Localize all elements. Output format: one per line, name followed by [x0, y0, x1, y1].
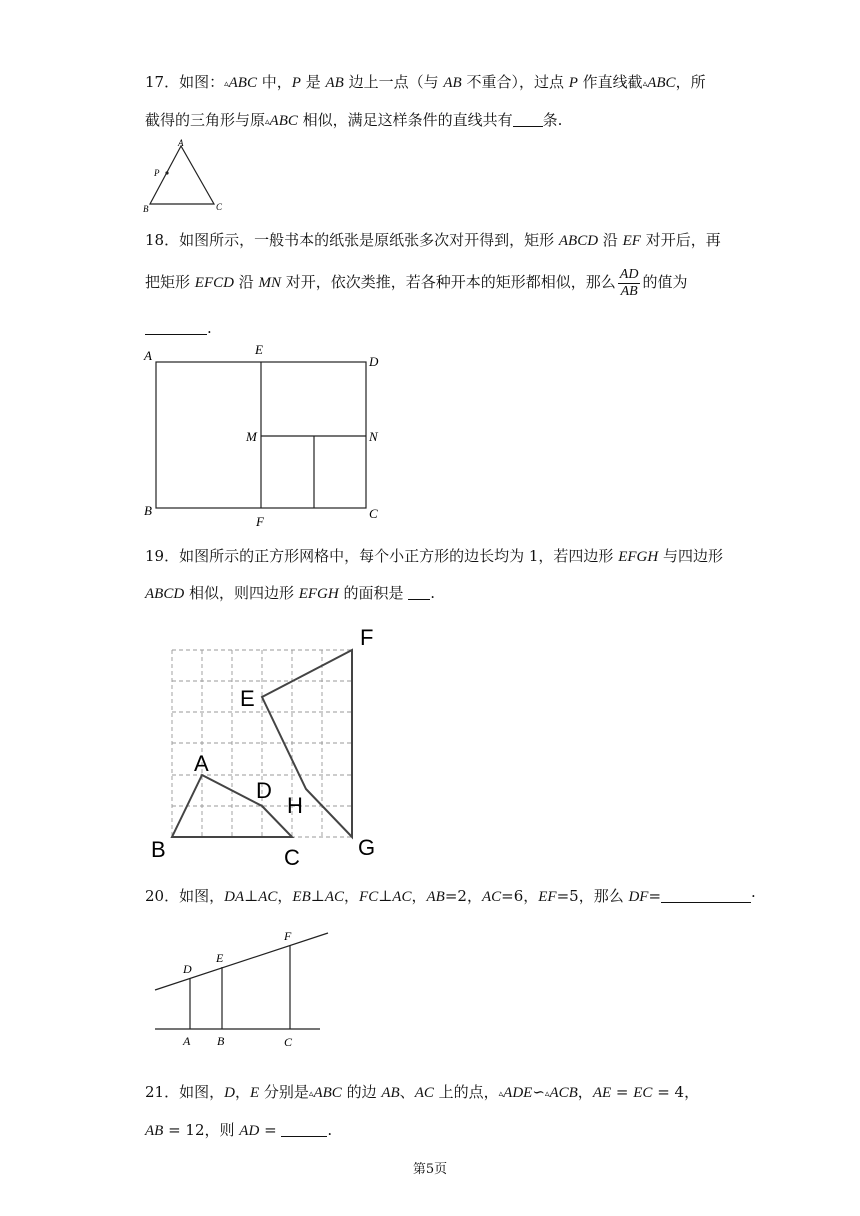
q19-text: 的面积是 — [338, 584, 409, 602]
q18-text: 对开，依次类推，若各种开本的矩形都相似，那么 — [281, 273, 616, 291]
q19-text: 与四边形 — [658, 547, 723, 565]
q18-text: 的值为 — [642, 273, 688, 291]
q21-text: 的边 — [341, 1083, 382, 1101]
label-e: E — [240, 686, 255, 711]
q17-text: 作直线截 — [577, 73, 643, 91]
q21-text: 如图， — [179, 1083, 225, 1101]
label-b: B — [151, 837, 166, 862]
similar-symbol: ∽ — [532, 1083, 545, 1101]
q17-triangle-figure — [140, 140, 240, 216]
math-ef: EF — [538, 889, 557, 905]
q18-text: 把矩形 — [145, 273, 195, 291]
q21-text: = — [259, 1121, 282, 1139]
q17-text: 如图： — [179, 73, 225, 91]
label-e: E — [216, 951, 224, 965]
label-b: B — [143, 204, 149, 214]
q19-line-1 — [145, 538, 723, 575]
label-n: N — [369, 429, 378, 444]
q19-number: 19． — [145, 547, 180, 565]
question-20 — [145, 878, 756, 915]
q21-text: = 4， — [652, 1083, 700, 1101]
label-a: A — [178, 138, 184, 148]
page-number: 第5页 — [412, 1162, 448, 1177]
math-efcd: EFCD — [194, 275, 234, 291]
label-a: A — [144, 348, 152, 363]
q21-text: = 12，则 — [163, 1121, 240, 1139]
label-b: B — [144, 503, 152, 518]
label-c: C — [284, 845, 300, 870]
math-abc: ABC — [313, 1085, 342, 1101]
q20-line-1 — [145, 878, 756, 915]
label-f: F — [256, 514, 264, 529]
q21-text: . — [327, 1121, 333, 1139]
q17-text: 截得的三角形与原 — [145, 111, 266, 129]
math-ab: AB — [381, 1085, 400, 1101]
q17-text: 中， — [256, 73, 292, 91]
math-ef: EF — [622, 233, 641, 249]
triangle-symbol: ▵ — [498, 1089, 504, 1099]
math-ac: AC — [414, 1085, 434, 1101]
label-d: D — [369, 354, 379, 369]
q21-text: 、 — [399, 1083, 415, 1101]
q17-text: 相似，满足这样条件的直线共有 — [297, 111, 513, 129]
q19-text: 相似，则四边形 — [184, 584, 299, 602]
q18-text: 如图所示，一般书本的纸张是原纸张多次对开得到，矩形 — [179, 231, 559, 249]
math-eb-perp-ac: EB⊥AC — [292, 889, 345, 905]
math-abc: ABC — [228, 75, 257, 91]
q21-text: 分别是 — [259, 1083, 309, 1101]
label-d: D — [256, 778, 272, 803]
math-ab: AB — [325, 75, 344, 91]
q18-rectangle-figure — [140, 340, 390, 530]
label-d: D — [183, 962, 192, 976]
q17-text: 边上一点（与 — [343, 73, 444, 91]
fraction-numerator: AD — [619, 266, 639, 282]
q18-text: 沿 — [598, 231, 623, 249]
math-p: P — [568, 75, 578, 91]
math-abc: ABC — [269, 113, 298, 129]
q21-line-1 — [145, 1074, 720, 1112]
q20-text: 如图， — [179, 887, 225, 905]
fraction-ad-ab — [618, 267, 641, 300]
q18-text: . — [207, 319, 212, 337]
q17-text: 是 — [300, 73, 326, 91]
q18-text: 对开后，再 — [640, 231, 721, 249]
answer-blank[interactable] — [661, 888, 751, 903]
label-c: C — [216, 202, 223, 212]
q20-text: =5，那么 — [556, 887, 629, 905]
q17-line-2 — [145, 102, 720, 140]
question-19 — [145, 538, 723, 612]
answer-blank[interactable] — [513, 112, 543, 127]
triangle-symbol: ▵ — [308, 1089, 314, 1099]
label-a: A — [194, 751, 209, 776]
math-ab: AB — [443, 75, 462, 91]
q17-line-1 — [145, 64, 720, 102]
math-ade: ADE — [503, 1085, 533, 1101]
fraction-denominator: AB — [620, 283, 638, 299]
math-d: D — [224, 1085, 235, 1101]
label-c: C — [369, 506, 378, 521]
q21-line-2 — [145, 1112, 720, 1149]
math-ad: AD — [239, 1123, 260, 1139]
q18-text: 沿 — [233, 273, 259, 291]
q17-text: ，所 — [675, 73, 706, 91]
math-efgh: EFGH — [298, 586, 339, 602]
answer-blank[interactable] — [281, 1122, 327, 1137]
label-a: A — [183, 1034, 191, 1048]
question-17 — [145, 64, 720, 140]
math-ac: AC — [481, 889, 502, 905]
q20-text: ， — [277, 887, 293, 905]
math-da-perp-ac: DA⊥AC — [224, 889, 278, 905]
math-p: P — [291, 75, 301, 91]
q18-line-2 — [145, 259, 720, 306]
q19-text: . — [430, 584, 436, 602]
q18-line-1 — [145, 222, 720, 259]
q21-text: = — [611, 1083, 634, 1101]
q19-line-2 — [145, 575, 720, 612]
q17-text: 条. — [542, 111, 563, 129]
triangle-abc — [150, 146, 214, 204]
math-mn: MN — [258, 275, 281, 291]
label-e: E — [255, 342, 263, 357]
q18-number: 18． — [145, 231, 180, 249]
q17-number: 17． — [145, 73, 180, 91]
triangle-symbol: ▵ — [224, 79, 229, 89]
label-m: M — [246, 429, 257, 444]
q17-text: 不重合），过点 — [461, 73, 569, 91]
answer-blank[interactable] — [145, 320, 207, 335]
math-ab: AB — [426, 889, 445, 905]
q21-text: ， — [234, 1083, 250, 1101]
q20-number: 20． — [145, 887, 180, 905]
math-e: E — [249, 1085, 260, 1101]
line-dfe — [155, 933, 328, 990]
label-f: F — [284, 929, 292, 943]
q20-text: ， — [344, 887, 360, 905]
q20-line-figure — [145, 925, 345, 1055]
label-b: B — [217, 1034, 225, 1048]
answer-blank[interactable] — [408, 585, 430, 600]
q19-grid-figure — [140, 615, 390, 870]
question-18 — [145, 222, 720, 346]
math-df: DF — [628, 889, 649, 905]
q20-text: = — [648, 887, 662, 905]
triangle-symbol: ▵ — [642, 79, 648, 89]
q21-text: 上的点， — [433, 1083, 499, 1101]
math-abcd: ABCD — [145, 586, 185, 602]
label-p: P — [154, 168, 160, 178]
math-efgh: EFGH — [618, 549, 659, 565]
triangle-symbol: ▵ — [265, 117, 270, 127]
label-g: G — [358, 835, 376, 860]
quadrilateral-efgh — [262, 650, 352, 837]
math-ec: EC — [633, 1085, 653, 1101]
math-abcd: ABCD — [558, 233, 599, 249]
q20-text: · — [751, 887, 756, 905]
q20-text: =6， — [501, 887, 539, 905]
triangle-symbol: ▵ — [544, 1089, 550, 1099]
math-abc: ABC — [647, 75, 676, 91]
math-fc-perp-ac: FC⊥AC — [359, 889, 412, 905]
label-f: F — [360, 625, 374, 650]
point-p — [165, 171, 168, 174]
q19-text: 如图所示的正方形网格中，每个小正方形的边长均为 1，若四边形 — [179, 547, 619, 565]
q21-text: ， — [577, 1083, 593, 1101]
q20-text: =2， — [444, 887, 482, 905]
label-c: C — [284, 1035, 293, 1049]
q20-text: ， — [411, 887, 427, 905]
question-21 — [145, 1074, 720, 1149]
math-acb: ACB — [549, 1085, 578, 1101]
label-h: H — [287, 793, 303, 818]
math-ae: AE — [592, 1085, 612, 1101]
math-ab: AB — [145, 1123, 164, 1139]
q21-number: 21． — [145, 1083, 180, 1101]
